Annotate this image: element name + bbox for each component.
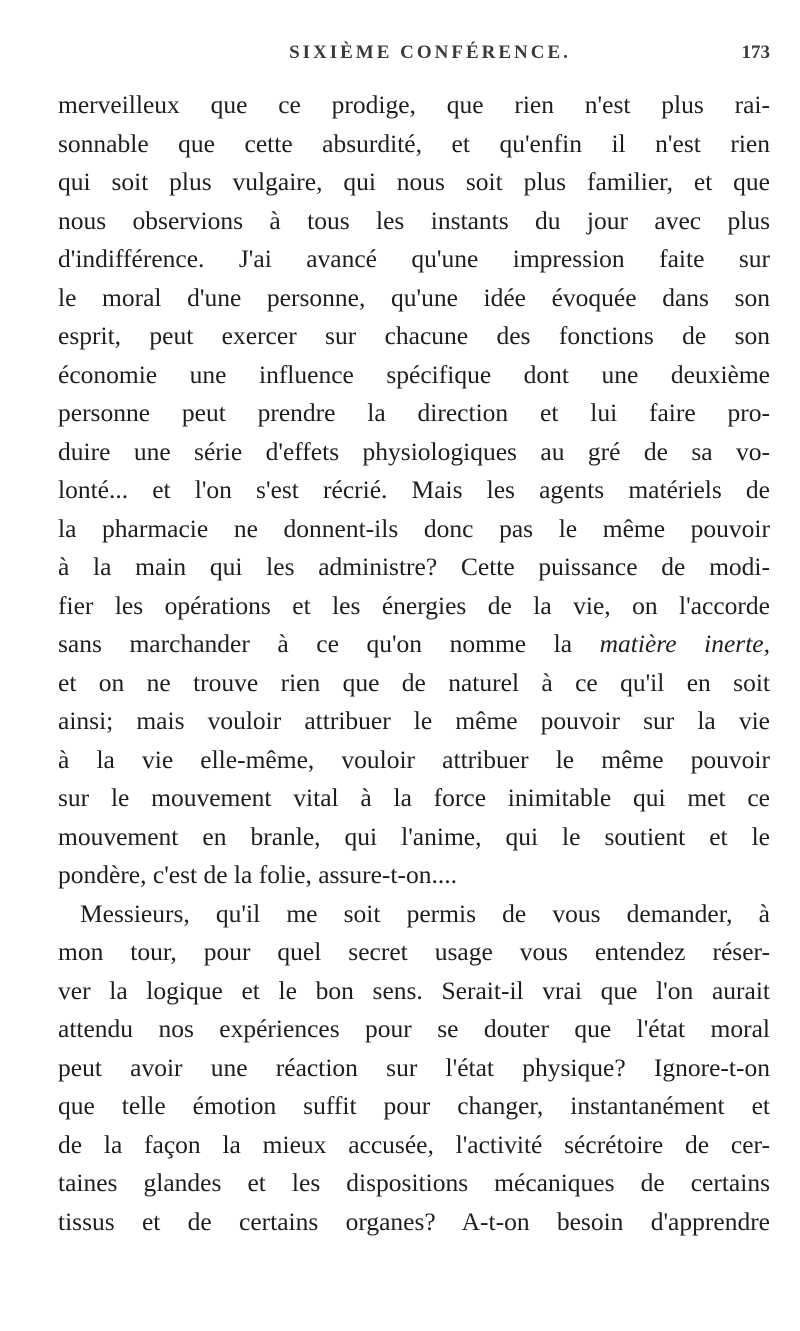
page-number: 173 xyxy=(741,42,770,63)
text-line: mon tour, pour quel secret usage vous entendez réser- xyxy=(58,937,770,966)
text-line: taines glandes et les dispositions mécaniques de certains xyxy=(58,1168,770,1197)
text-line: le moral d'une personne, qu'une idée évoquée dans son xyxy=(58,282,770,312)
text-line: économie une influence spécifique dont une deuxième xyxy=(58,359,770,389)
body-text xyxy=(58,86,770,1241)
text-line: et on ne trouve rien que de naturel à ce qu'il en soit xyxy=(58,667,770,697)
page-header xyxy=(90,42,770,82)
text-line: qui soit plus vulgaire, qui nous soit plus familier, et que xyxy=(58,167,770,196)
text-line: à la main qui les administre? Cette puissance de modi- xyxy=(58,552,770,581)
text-line: personne peut prendre la direction et lui faire pro- xyxy=(58,398,770,427)
text-line: que telle émotion suffit pour changer, instantanément et xyxy=(58,1091,770,1120)
text-line: merveilleux que ce prodige, que rien n'est plus rai- xyxy=(58,90,770,119)
running-head: SIXIÈME CONFÉRENCE. xyxy=(289,42,571,63)
italic-phrase: matière inerte, xyxy=(599,629,770,658)
text-line: peut avoir une réaction sur l'état physique? Ignore-t-on xyxy=(58,1052,770,1082)
text-line: Messieurs, qu'il me soit permis de vous demander, à xyxy=(80,898,770,928)
text-line: sonnable que cette absurdité, et qu'enfin il n'est rien xyxy=(58,128,770,158)
text-line: fier les opérations et les énergies de la vie, on l'accorde xyxy=(58,590,770,620)
text-line xyxy=(58,625,770,664)
text-line: de la façon la mieux accusée, l'activité sécrétoire de cer- xyxy=(58,1129,770,1159)
text-line: ver la logique et le bon sens. Serait-il vrai que l'on aurait xyxy=(58,975,770,1005)
text-line: mouvement en branle, qui l'anime, qui le soutient et le xyxy=(58,821,770,851)
text-line: la pharmacie ne donnent-ils donc pas le même pouvoir xyxy=(58,513,770,543)
text-line: sur le mouvement vital à la force inimitable qui met ce xyxy=(58,783,770,812)
text-line: d'indifférence. J'ai avancé qu'une impression faite sur xyxy=(58,244,770,273)
text-line-start: sans marchander à ce qu'on nomme la xyxy=(58,629,573,658)
text-line: lonté... et l'on s'est récrié. Mais les agents matériels de xyxy=(58,475,770,504)
text-line: tissus et de certains organes? A-t-on besoin d'apprendre xyxy=(58,1206,770,1236)
text-line: duire une série d'effets physiologiques au gré de sa vo- xyxy=(58,436,770,466)
text-line: pondère, c'est de la folie, assure-t-on.... xyxy=(58,860,457,889)
text-line: ainsi; mais vouloir attribuer le même pouvoir sur la vie xyxy=(58,706,770,735)
text-line: esprit, peut exercer sur chacune des fonctions de son xyxy=(58,321,770,350)
text-line: à la vie elle-même, vouloir attribuer le même pouvoir xyxy=(58,744,770,774)
text-line: nous observions à tous les instants du jour avec plus xyxy=(58,205,770,235)
text-line: attendu nos expériences pour se douter que l'état moral xyxy=(58,1014,770,1043)
